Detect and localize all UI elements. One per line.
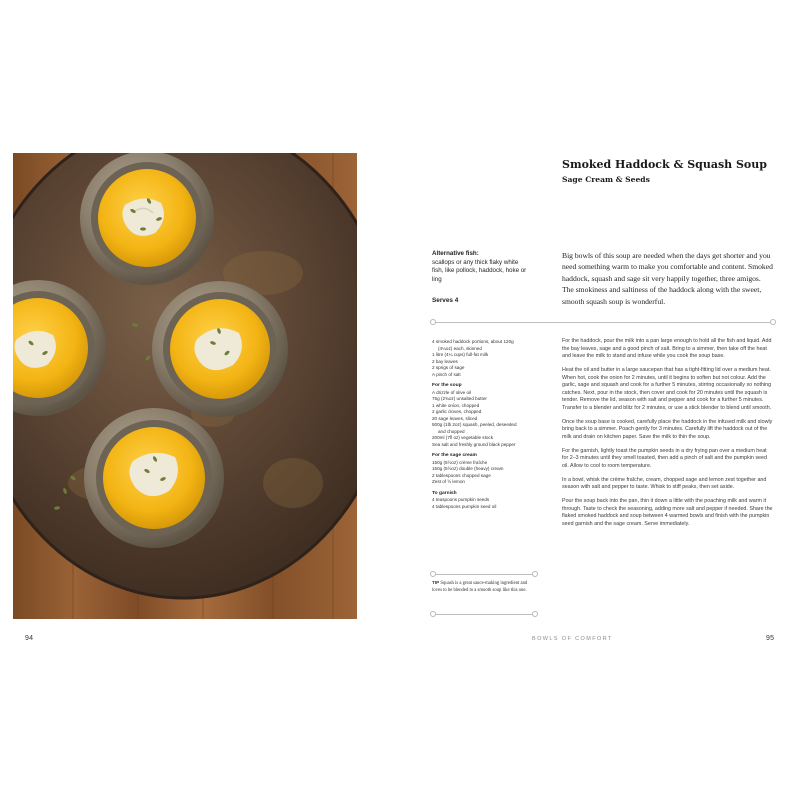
method-step: For the garnish, lightly toast the pumpkin seeds in a dry frying pan over a medium heat for 2–3 minutes until they smell toasted, then add a pinch of salt and the pumpkin seed oil. Allow to cool to room temperature. [562,447,767,469]
ingredient-item: 4 tablespoons pumpkin seed oil [432,503,497,509]
page-number-left: 94 [25,635,34,642]
divider-end-icon [430,611,436,617]
running-head: BOWLS OF COMFORT [532,636,613,642]
divider-end-icon [430,571,436,577]
tip-box [432,580,536,594]
alternative-fish-label: Alternative fish: [432,250,479,257]
tip-divider-bottom [432,614,536,615]
divider-end-icon [770,319,776,325]
ingredient-item: 2 sprigs of sage [432,365,465,370]
ingredient-item: 2 tablespoons chopped sage [432,472,491,478]
ingredient-item: 500g (1lb 2oz) squash, peeled, deseeded [432,422,517,427]
ingredient-group [432,453,544,486]
ingredient-item: (4¼oz) each, skinned [438,345,482,351]
page-number-right: 95 [766,635,775,642]
ingredient-group-title: For the soup [432,383,462,388]
tip-divider-top [432,574,536,575]
ingredient-item: 75g (2¾oz) unsalted butter [432,396,487,401]
soup-photo [13,153,357,619]
divider-end-icon [430,319,436,325]
ingredient-item: and chopped [438,428,465,434]
recipe-intro: Big bowls of this soup are needed when the days get shorter and you need something warm to make you comfortable and content. Smoked haddock, squash and sage sit very happily together, three amigos. The smokiness and saltiness of the haddock along with the sweet, smooth squash soup is wonderful. [562,251,773,306]
method-step: Once the soup base is cooked, carefully place the haddock in the infused milk and slowly bring back to a simmer. Poach gently for 3 minutes. Carefully lift the haddock out of the milk and drain on kitchen paper. Save the milk to thin the soup. [562,418,773,440]
ingredients-list [432,339,544,515]
ingredient-item: 150g (5½oz) crème fraîche [432,459,488,465]
ingredient-item: 20 sage leaves, sliced [432,415,478,421]
ingredient-item: 200ml (7fl oz) vegetable stock [432,435,494,440]
ingredient-group [432,339,544,378]
tip-text: Squash is a great sauce-making ingredient and loves to be blended to a smooth soup like this one. [432,581,528,593]
divider-end-icon [532,611,538,617]
ingredient-group-title: For the sage cream [432,453,477,458]
method-step: Pour the soup back into the pan, thin it down a little with the poaching milk and warm it through. Taste to check the seasoning, adding more salt and pepper if needed. Share the flaked smoked haddock and soup between 4 warmed bowls and finish with the pumpkin seed garnish and the sage cream. Serve immediately. [562,498,773,527]
ingredient-item: 1 white onion, chopped [432,402,480,408]
tip-label: TIP [432,580,440,585]
ingredient-item: 2 garlic cloves, chopped [432,409,482,414]
ingredient-item: 4 teaspoons pumpkin seeds [432,497,490,502]
soup-bowl-top [80,153,214,285]
ingredient-item: A drizzle of olive oil [432,389,472,395]
divider-end-icon [532,571,538,577]
recipe-title: Smoked Haddock & Squash Soup [562,158,767,171]
alternative-fish-note [432,250,530,284]
ingredient-item: 4 smoked haddock portions, about 120g [432,339,514,344]
method-step: In a bowl, whisk the crème fraîche, cream, chopped sage and lemon zest together and season with salt and pepper to taste. Whisk to stiff peaks, then set aside. [562,476,767,491]
soup-bowl-bottom [84,408,224,548]
ingredient-item: Sea salt and freshly ground black pepper [432,441,516,447]
ingredient-item: 1 litre (4¼ cups) full-fat milk [432,352,489,357]
ingredient-group [432,491,544,511]
serves-count: Serves 4 [432,297,459,304]
method-steps [562,338,774,535]
ingredient-item: Zest of ½ lemon [432,479,465,484]
recipe-subtitle: Sage Cream & Seeds [562,175,650,184]
method-step: For the haddock, pour the milk into a pan large enough to hold all the fish and liquid. Add the bay leaves, sage and a good pinch of salt. Bring to a simmer, then take off the heat and leave the milk to stand and infuse while you cook the soup base. [562,338,772,360]
method-step: Heat the oil and butter in a large saucepan that has a tight-fitting lid over a medium heat. When hot, cook the onion for 2 minutes, until it begins to soften but not colour. Add the garlic, sage and squash and cook for a further 5 minutes, stirring occasionally so nothing catches. Next, pour in the stock, then cover and cook for 20 minutes until the squash is tender. Remove the lid, season with salt and pepper and cook for a further 5 minutes. Transfer to a blender and blitz for 2 minutes, or use a stick blender to blend until smooth. [562,366,772,411]
soup-bowl-middle [152,281,288,417]
section-divider [432,322,774,323]
ingredient-item: A pinch of salt [432,371,461,377]
alternative-fish-text: scallops or any thick flaky white fish, like pollock, haddock, hoke or ling [432,258,527,283]
ingredient-group-title: To garnish [432,490,457,496]
ingredient-item: 150g (5½oz) double (heavy) cream [432,466,504,471]
ingredient-item: 2 bay leaves [432,358,458,364]
ingredient-group [432,383,544,448]
soup-bowls-illustration [13,153,357,619]
